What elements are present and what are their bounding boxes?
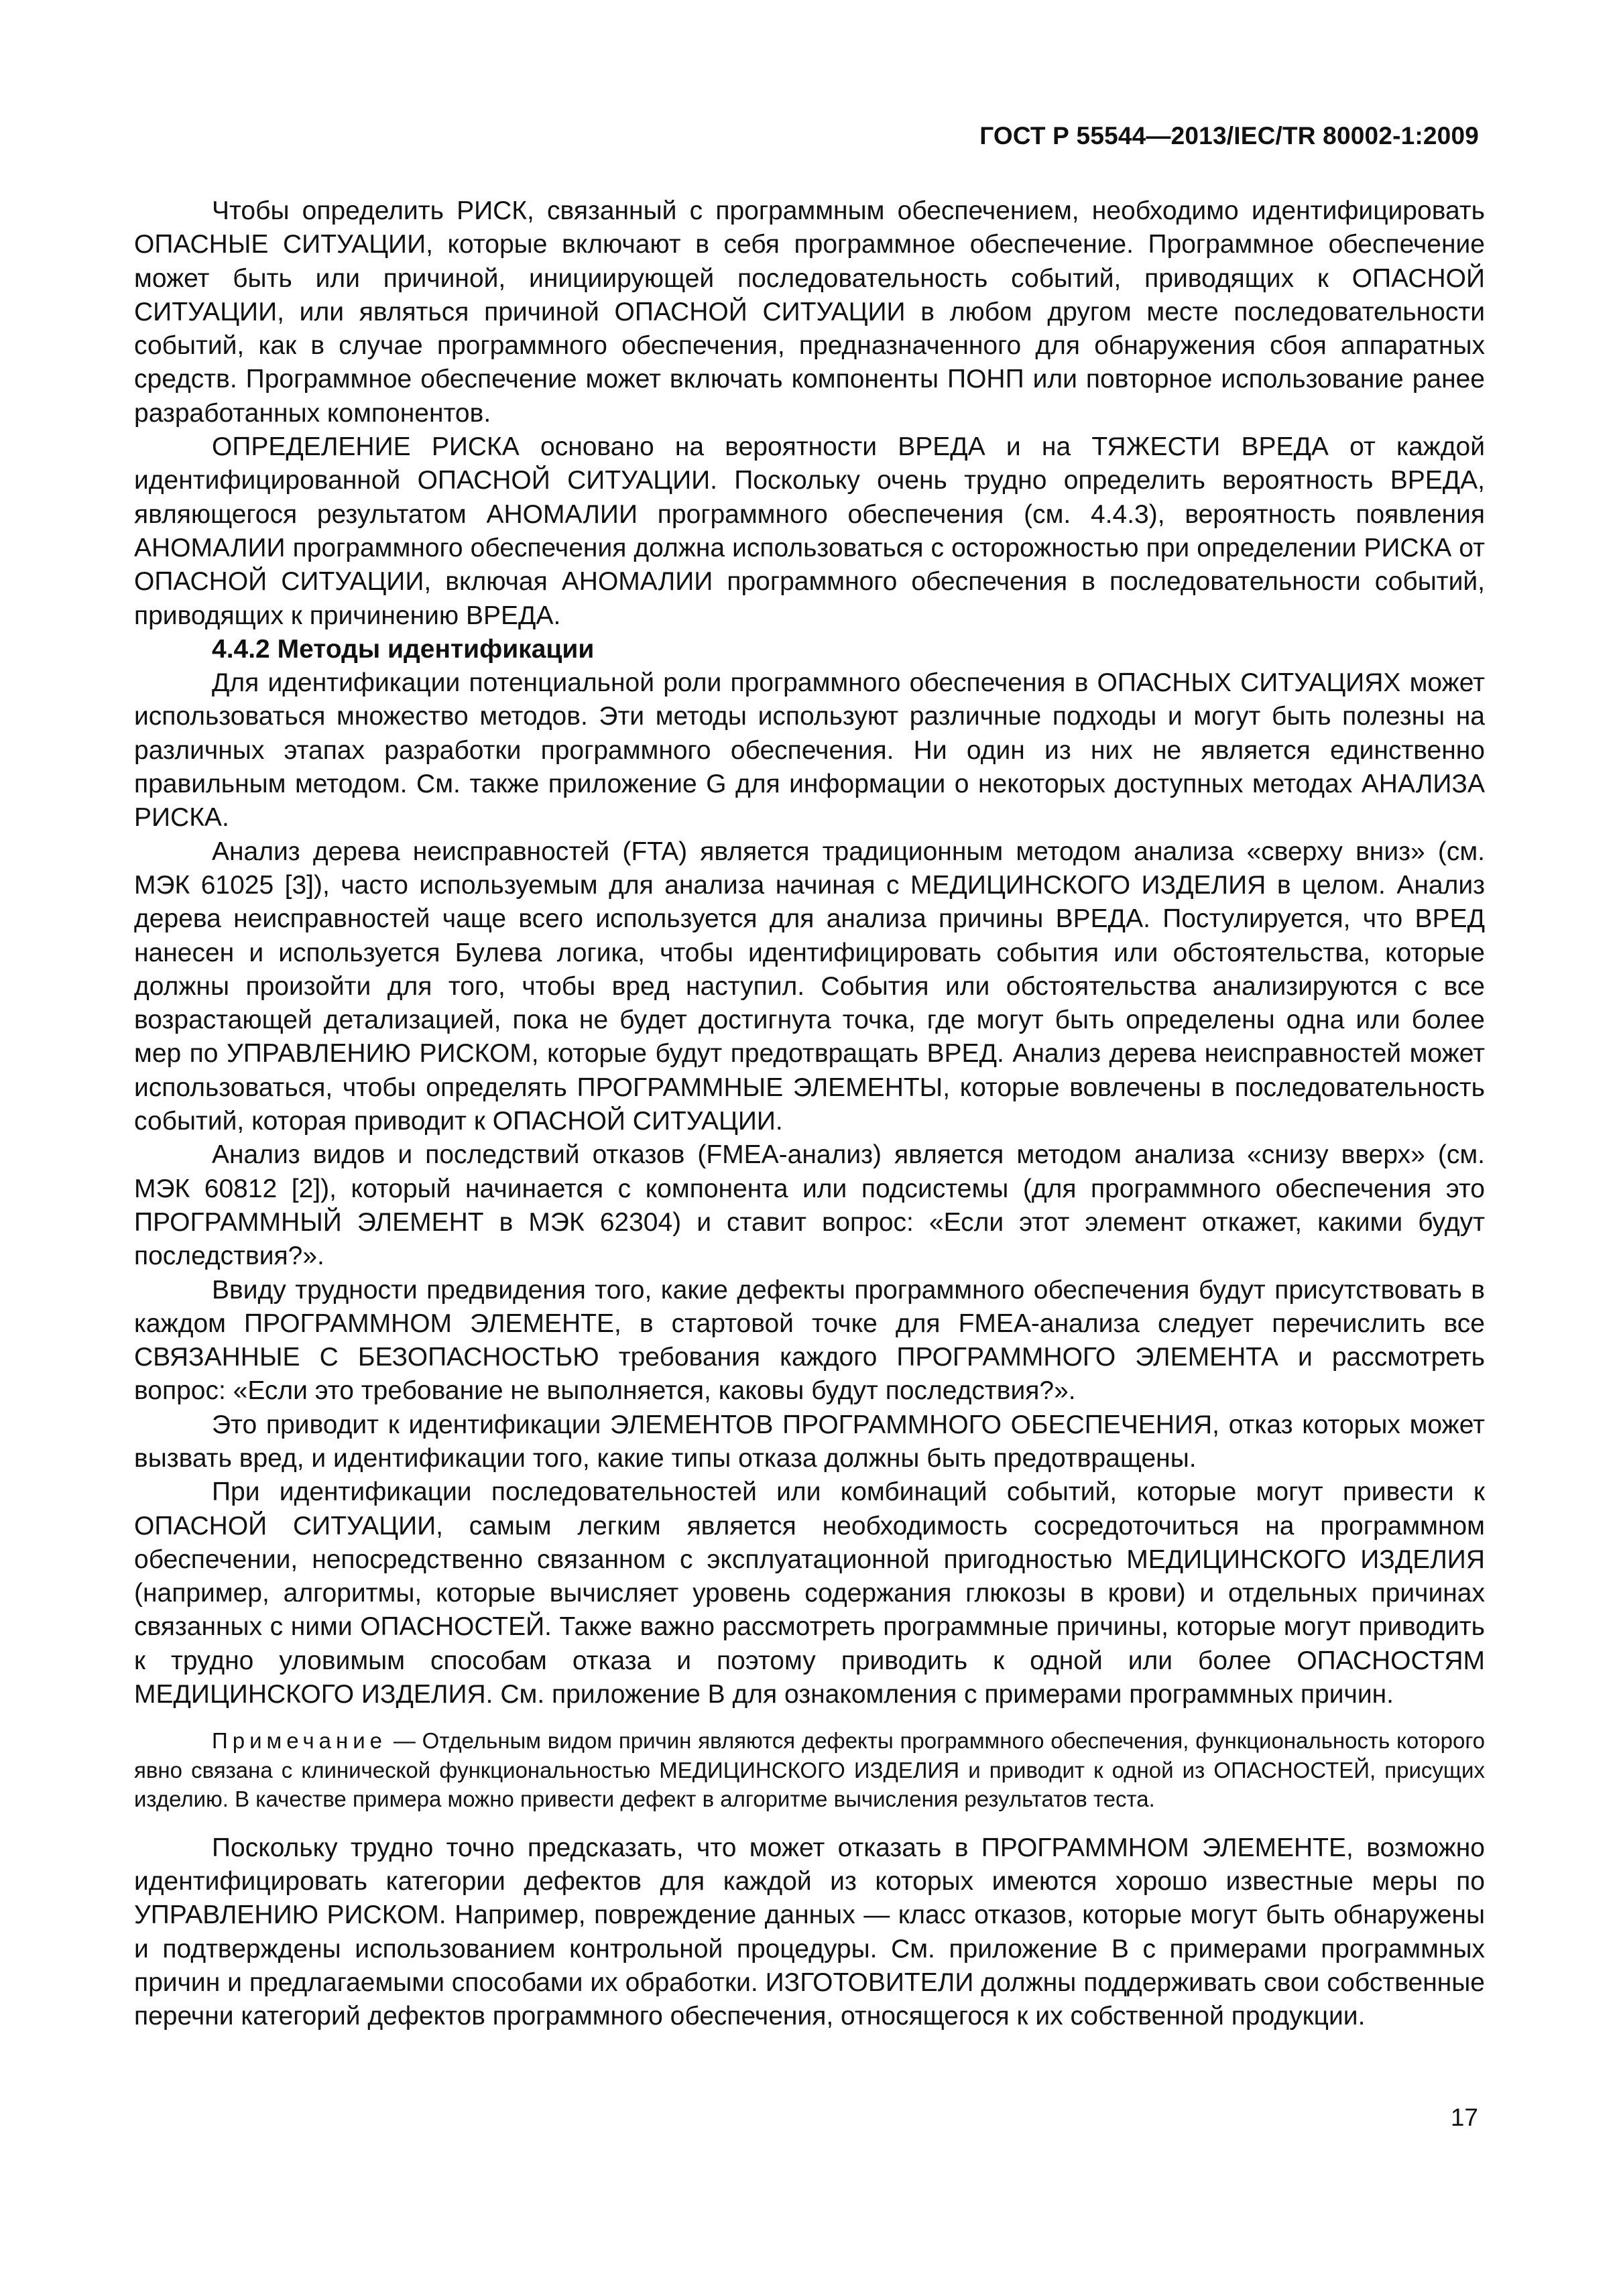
note [134,1726,1485,1814]
paragraph-methods: Для идентификации потенциальной роли программного обеспечения в ОПАСНЫХ СИТУАЦИЯХ может использоваться множество методов. Эти методы используют различные подходы и могут быть полезны на различных этапах разработки программного обеспечения. Ни один из них не является единственно правильным методом. См. также приложение G для информации о некоторых доступных методах АНАЛИЗА РИСКА. [134,668,1485,833]
note-label: Примечание [212,1728,387,1754]
standard-designation: ГОСТ Р 55544—2013/IEC/TR 80002-1:2009 [979,122,1479,149]
paragraph-fta: Анализ дерева неисправностей (FTA) является традиционным методом анализа «сверху вниз» (см. МЭК 61025 [3]), часто используемым для анализа начиная с МЕДИЦИНСКОГО ИЗДЕЛИЯ в целом. Анализ дерева неисправностей чаще всего используется для анализа причины ВРЕДА. Постулируется, что ВРЕД нанесен и используется Булева логика, чтобы идентифицировать события или обстоятельства, которые должны произойти для того, чтобы вред наступил. События или обстоятельства анализируются с все возрастающей детализацией, пока не будет достигнута точка, где могут быть определены одна или более мер по УПРАВЛЕНИЮ РИСКОМ, которые будут предотвращать ВРЕД. Анализ дерева неисправностей может использоваться, чтобы определять ПРОГРАММНЫЕ ЭЛЕМЕНТЫ, которые вовлечены в последовательность событий, которая приводит к ОПАСНОЙ СИТУАЦИИ. [134,837,1485,1136]
note-text: — Отдельным видом причин являются дефекты программного обеспечения, функциональность которого явно связана с клинической функциональностью МЕДИЦИНСКОГО ИЗДЕЛИЯ и приводит к одной из ОПАСНОСТЕЙ, присущих изделию. В качестве примера можно привести дефект в алгоритме вычисления результатов теста. [134,1728,1485,1812]
paragraph-risk-definition: ОПРЕДЕЛЕНИЕ РИСКА основано на вероятности ВРЕДА и на ТЯЖЕСТИ ВРЕДА от каждой идентифицированной ОПАСНОЙ СИТУАЦИИ. Поскольку очень трудно определить вероятность ВРЕДА, являющегося результатом АНОМАЛИИ программного обеспечения (см. 4.4.3), вероятность появления АНОМАЛИИ программного обеспечения должна использоваться с осторожностью при определении РИСКА от ОПАСНОЙ СИТУАЦИИ, включая АНОМАЛИИ программного обеспечения в последовательности событий, приводящих к причинению ВРЕДА. [134,432,1485,630]
section-heading: 4.4.2 Методы идентификации [212,634,595,664]
paragraph-defect-categories: Поскольку трудно точно предсказать, что может отказать в ПРОГРАММНОМ ЭЛЕМЕНТЕ, возможно идентифицировать категории дефектов для каждой из которых имеются хорошо известные меры по УПРАВЛЕНИЮ РИСКОМ. Например, повреждение данных — класс отказов, которые могут быть обнаружены и подтверждены использованием контрольной процедуры. См. приложение В с примерами программных причин и предлагаемыми способами их обработки. ИЗГОТОВИТЕЛИ должны поддерживать свои собственные перечни категорий дефектов программного обеспечения, относящегося к их собственной продукции. [134,1833,1485,2031]
paragraph-fmea-start: Ввиду трудности предвидения того, какие дефекты программного обеспечения будут присутствовать в каждом ПРОГРАММНОМ ЭЛЕМЕНТЕ, в стартовой точке для FMEA-анализа следует перечислить все СВЯЗАННЫЕ С БЕЗОПАСНОСТЬЮ требования каждого ПРОГРАММНОГО ЭЛЕМЕНТА и рассмотреть вопрос: «Если это требование не выполняется, каковы будут последствия?». [134,1275,1485,1406]
paragraph-event-sequences: При идентификации последовательностей или комбинаций событий, которые могут привести к ОПАСНОЙ СИТУАЦИИ, самым легким является необходимость сосредоточиться на программном обеспечении, непосредственно связанном с эксплуатационной пригодностью МЕДИЦИНСКОГО ИЗДЕЛИЯ (например, алгоритмы, которые вычисляет уровень содержания глюкозы в крови) и отдельных причинах связанных с ними ОПАСНОСТЕЙ. Также важно рассмотреть программные причины, которые могут приводить к трудно уловимым способам отказа и поэтому приводить к одной или более ОПАСНОСТЯМ МЕДИЦИНСКОГО ИЗДЕЛИЯ. См. приложение В для ознакомления с примерами программных причин. [134,1477,1485,1709]
paragraph-software-elements: Это приводит к идентификации ЭЛЕМЕНТОВ ПРОГРАММНОГО ОБЕСПЕЧЕНИЯ, отказ которых может вызвать вред, и идентификации того, какие типы отказа должны быть предотвращены. [134,1410,1485,1473]
paragraph-fmea: Анализ видов и последствий отказов (FMEA-анализ) является методом анализа «снизу вверх» (см. МЭК 60812 [2]), который начинается с компонента или подсистемы (для программного обеспечения это ПРОГРАММНЫЙ ЭЛЕМЕНТ в МЭК 62304) и ставит вопрос: «Если этот элемент откажет, какими будут последствия?». [134,1140,1485,1271]
page-number: 17 [1450,2104,1478,2131]
paragraph-risk-identification: Чтобы определить РИСК, связанный с программным обеспечением, необходимо идентифицировать ОПАСНЫЕ СИТУАЦИИ, которые включают в себя программное обеспечение. Программное обеспечение может быть или причиной, инициирующей последовательность событий, приводящих к ОПАСНОЙ СИТУАЦИИ, или являться причиной ОПАСНОЙ СИТУАЦИИ в любом другом месте последовательности событий, как в случае программного обеспечения, предназначенного для обнаружения сбоя аппаратных средств. Программное обеспечение может включать компоненты ПОНП или повторное использование ранее разработанных компонентов. [134,196,1485,428]
page-body [134,194,1485,2034]
